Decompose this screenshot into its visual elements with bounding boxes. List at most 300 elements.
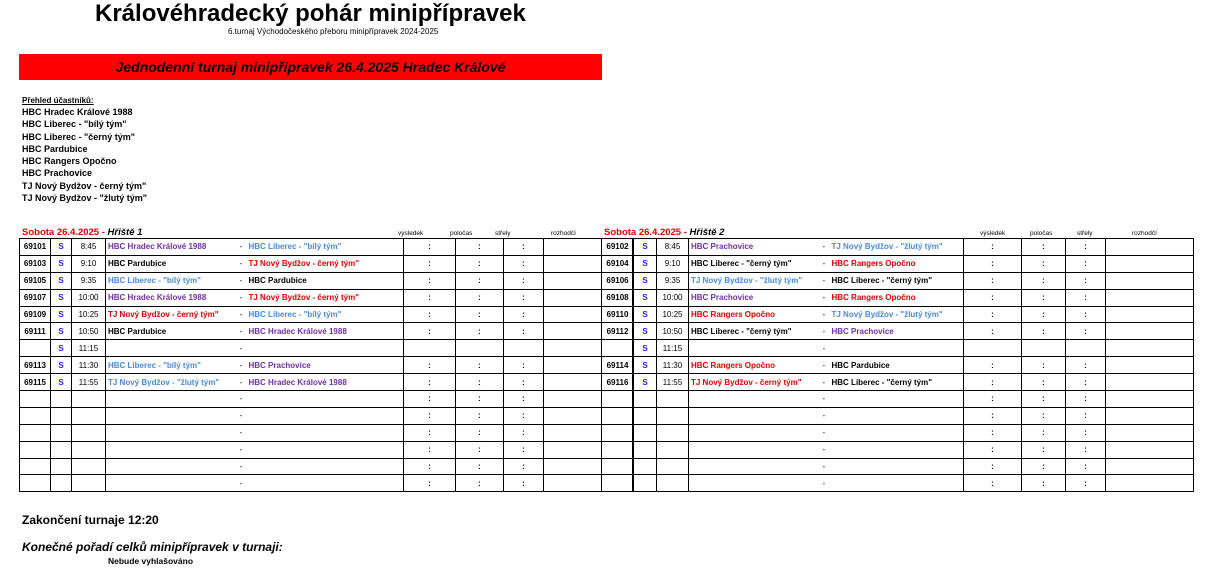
match-number — [602, 407, 634, 424]
match-number: 69102 — [602, 239, 634, 256]
halftime-cell: : — [1022, 407, 1066, 424]
home-team — [106, 391, 240, 408]
match-row — [602, 239, 1194, 256]
event-banner — [19, 54, 602, 80]
match-row — [602, 374, 1194, 391]
result-cell: : — [964, 323, 1022, 340]
match-category — [51, 441, 72, 458]
result-cell — [404, 340, 456, 357]
result-cell: : — [964, 407, 1022, 424]
vs-dash: - — [822, 411, 826, 421]
result-cell: : — [964, 424, 1022, 441]
result-cell: : — [964, 272, 1022, 289]
match-row — [20, 475, 633, 492]
match-time: 10:25 — [657, 306, 689, 323]
match-row — [602, 272, 1194, 289]
match-number: 69113 — [20, 357, 51, 374]
home-team — [106, 424, 240, 441]
shots-cell: : — [504, 306, 544, 323]
participant-item: HBC Prachovice — [22, 168, 93, 179]
field1-day: Sobota 26.4.2025 - — [22, 227, 105, 238]
match-time — [72, 475, 106, 492]
match-category: S — [634, 374, 657, 391]
match-time: 9:10 — [657, 255, 689, 272]
result-cell: : — [964, 357, 1022, 374]
halftime-cell: : — [456, 289, 504, 306]
match-number — [20, 424, 51, 441]
away-team-cell — [240, 289, 404, 306]
away-team-cell — [823, 272, 964, 289]
field1-schedule-table — [19, 238, 633, 492]
vs-dash: - — [239, 293, 243, 303]
match-category — [51, 475, 72, 492]
match-row — [20, 323, 633, 340]
match-time — [657, 458, 689, 475]
match-number — [20, 475, 51, 492]
match-row — [602, 323, 1194, 340]
match-number — [602, 340, 634, 357]
match-row — [602, 289, 1194, 306]
participant-item: HBC Hradec Králové 1988 — [22, 107, 133, 117]
shots-cell: : — [504, 323, 544, 340]
away-team-cell — [823, 323, 964, 340]
match-time: 10:00 — [657, 289, 689, 306]
match-category — [634, 391, 657, 408]
field1-col-half: poločas — [450, 230, 473, 237]
away-team-cell — [823, 239, 964, 256]
result-cell — [964, 340, 1022, 357]
match-category: S — [51, 374, 72, 391]
shots-cell — [504, 340, 544, 357]
home-team: TJ Nový Bydžov - černý tým" — [689, 374, 823, 391]
vs-dash: - — [822, 242, 826, 252]
result-cell: : — [964, 289, 1022, 306]
match-category: S — [634, 340, 657, 357]
result-cell: : — [964, 306, 1022, 323]
result-cell: : — [964, 475, 1022, 492]
result-cell: : — [964, 458, 1022, 475]
match-number: 69110 — [602, 306, 634, 323]
vs-dash: - — [822, 394, 826, 404]
match-time: 11:15 — [72, 340, 106, 357]
result-cell: : — [404, 424, 456, 441]
match-number — [602, 424, 634, 441]
away-team-cell — [240, 272, 404, 289]
match-row — [602, 391, 1194, 408]
match-row — [20, 239, 633, 256]
match-category — [634, 458, 657, 475]
final-standings-heading: Konečné pořadí celků minipřípravek v turnaji: — [22, 540, 283, 554]
match-number — [602, 391, 634, 408]
participant-item: TJ Nový Bydžov - "žlutý tým" — [22, 193, 148, 204]
result-cell: : — [404, 458, 456, 475]
match-category — [634, 475, 657, 492]
match-time: 8:45 — [72, 239, 106, 256]
result-cell: : — [404, 441, 456, 458]
shots-cell: : — [1066, 357, 1106, 374]
vs-dash: - — [239, 394, 243, 404]
home-team — [106, 407, 240, 424]
away-team-cell — [240, 441, 404, 458]
vs-dash: - — [822, 462, 826, 472]
match-category — [51, 407, 72, 424]
result-cell: : — [404, 475, 456, 492]
vs-dash: - — [822, 276, 826, 286]
referee-cell — [1106, 272, 1194, 289]
match-row — [20, 407, 633, 424]
vs-dash: - — [239, 310, 243, 319]
match-category: S — [634, 255, 657, 272]
shots-cell — [1066, 340, 1106, 357]
shots-cell: : — [1066, 407, 1106, 424]
vs-dash: - — [239, 326, 243, 336]
away-team-cell — [240, 407, 404, 424]
halftime-cell: : — [456, 407, 504, 424]
match-time — [72, 441, 106, 458]
halftime-cell: : — [456, 458, 504, 475]
match-row — [20, 272, 633, 289]
shots-cell: : — [504, 407, 544, 424]
halftime-cell: : — [1022, 272, 1066, 289]
result-cell: : — [964, 255, 1022, 272]
away-team: HBC Pardubice — [248, 276, 307, 286]
away-team-cell — [823, 458, 964, 475]
match-number — [20, 441, 51, 458]
vs-dash: - — [239, 428, 243, 438]
halftime-cell: : — [456, 441, 504, 458]
field2-col-result: výsledek — [980, 230, 1006, 237]
match-time: 9:10 — [72, 255, 106, 272]
shots-cell: : — [504, 255, 544, 272]
participant-item: TJ Nový Bydžov - černý tým" — [22, 180, 147, 191]
vs-dash: - — [822, 360, 826, 370]
result-cell: : — [404, 407, 456, 424]
home-team — [689, 340, 823, 357]
field2-schedule-table — [601, 238, 1194, 492]
match-category — [51, 424, 72, 441]
match-row — [602, 441, 1194, 458]
home-team: TJ Nový Bydžov - černý tým" — [106, 306, 240, 323]
shots-cell: : — [1066, 306, 1106, 323]
shots-cell: : — [504, 441, 544, 458]
home-team — [106, 340, 240, 357]
halftime-cell: : — [1022, 424, 1066, 441]
match-category: S — [634, 239, 657, 256]
field2-col-ref: rozhodčí — [1132, 230, 1157, 237]
shots-cell: : — [1066, 289, 1106, 306]
match-time — [72, 407, 106, 424]
match-category: S — [51, 272, 72, 289]
away-team-cell — [240, 323, 404, 340]
halftime-cell: : — [456, 475, 504, 492]
match-category: S — [51, 340, 72, 357]
halftime-cell: : — [456, 323, 504, 340]
match-time: 10:25 — [72, 306, 106, 323]
away-team-cell — [240, 239, 404, 256]
match-time: 11:55 — [72, 374, 106, 391]
away-team-cell — [240, 357, 404, 374]
match-category — [634, 441, 657, 458]
match-number: 69106 — [602, 272, 634, 289]
match-category: S — [634, 357, 657, 374]
match-number: 69105 — [20, 272, 51, 289]
shots-cell: : — [504, 424, 544, 441]
home-team: HBC Prachovice — [689, 289, 823, 306]
away-team: TJ Nový Bydžov - černý tým" — [248, 293, 359, 303]
halftime-cell: : — [1022, 239, 1066, 256]
home-team — [689, 458, 823, 475]
match-row — [20, 458, 633, 475]
participant-item: HBC Liberec - "bílý tým" — [22, 119, 127, 130]
match-number — [602, 475, 634, 492]
match-number: 69104 — [602, 255, 634, 272]
match-category: S — [634, 272, 657, 289]
vs-dash: - — [239, 276, 243, 286]
match-category: S — [51, 357, 72, 374]
away-team-cell — [823, 306, 964, 323]
shots-cell: : — [1066, 255, 1106, 272]
shots-cell: : — [504, 374, 544, 391]
away-team-cell — [823, 255, 964, 272]
halftime-cell: : — [456, 374, 504, 391]
match-row — [20, 441, 633, 458]
vs-dash: - — [822, 478, 826, 488]
away-team: HBC Rangers Opočno — [831, 293, 916, 303]
match-time — [657, 475, 689, 492]
match-category — [634, 424, 657, 441]
result-cell: : — [404, 374, 456, 391]
participant-item: HBC Liberec - "černý tým" — [22, 131, 136, 142]
referee-cell — [1106, 424, 1194, 441]
away-team-cell — [823, 289, 964, 306]
shots-cell: : — [1066, 323, 1106, 340]
home-team: TJ Nový Bydžov - "žlutý tým" — [689, 272, 823, 289]
match-time: 11:30 — [657, 357, 689, 374]
home-team — [689, 407, 823, 424]
home-team: HBC Liberec - "bílý tým" — [106, 357, 240, 374]
halftime-cell: : — [456, 424, 504, 441]
vs-dash: - — [239, 360, 243, 370]
vs-dash: - — [239, 377, 243, 387]
referee-cell — [1106, 289, 1194, 306]
vs-dash: - — [822, 343, 826, 353]
halftime-cell: : — [1022, 391, 1066, 408]
match-number: 69108 — [602, 289, 634, 306]
match-row — [20, 357, 633, 374]
match-row — [602, 340, 1194, 357]
match-row — [20, 289, 633, 306]
away-team: HBC Prachovice — [248, 360, 311, 370]
match-category: S — [51, 306, 72, 323]
field1-field: Hřiště 1 — [107, 227, 143, 238]
result-cell: : — [404, 239, 456, 256]
away-team-cell — [823, 475, 964, 492]
referee-cell — [1106, 458, 1194, 475]
match-category: S — [634, 289, 657, 306]
halftime-cell: : — [1022, 357, 1066, 374]
participants-list — [22, 106, 147, 204]
match-number — [20, 407, 51, 424]
match-number: 69114 — [602, 357, 634, 374]
vs-dash: - — [822, 377, 826, 387]
match-time — [72, 458, 106, 475]
vs-dash: - — [239, 259, 243, 269]
shots-cell: : — [504, 391, 544, 408]
result-cell: : — [964, 441, 1022, 458]
away-team: TJ Nový Bydžov - "žlutý tým" — [831, 242, 943, 252]
match-time: 9:35 — [657, 272, 689, 289]
match-category — [51, 391, 72, 408]
match-time — [657, 424, 689, 441]
match-time — [657, 391, 689, 408]
shots-cell: : — [504, 272, 544, 289]
away-team: HBC Pardubice — [831, 360, 890, 370]
halftime-cell: : — [456, 391, 504, 408]
away-team: HBC Hradec Králové 1988 — [248, 377, 347, 387]
match-category — [634, 407, 657, 424]
match-category: S — [51, 255, 72, 272]
referee-cell — [1106, 239, 1194, 256]
referee-cell — [1106, 357, 1194, 374]
away-team: TJ Nový Bydžov - "žlutý tým" — [831, 310, 943, 319]
match-number: 69103 — [20, 255, 51, 272]
match-time: 8:45 — [657, 239, 689, 256]
match-number: 69101 — [20, 239, 51, 256]
vs-dash: - — [239, 343, 243, 353]
away-team: HBC Hradec Králové 1988 — [248, 326, 347, 336]
match-category: S — [51, 239, 72, 256]
field2-col-shots: střely — [1077, 230, 1093, 237]
field2-heading — [604, 227, 724, 238]
match-time: 9:35 — [72, 272, 106, 289]
match-row — [602, 255, 1194, 272]
away-team: HBC Liberec - "bílý tým" — [248, 310, 342, 319]
match-number: 69112 — [602, 323, 634, 340]
vs-dash: - — [822, 259, 826, 269]
away-team-cell — [240, 255, 404, 272]
match-time: 11:15 — [657, 340, 689, 357]
match-row — [602, 458, 1194, 475]
away-team-cell — [240, 458, 404, 475]
referee-cell — [1106, 391, 1194, 408]
halftime-cell — [456, 340, 504, 357]
away-team: TJ Nový Bydžov - černý tým" — [248, 259, 359, 269]
halftime-cell: : — [456, 272, 504, 289]
home-team: HBC Pardubice — [106, 323, 240, 340]
halftime-cell: : — [1022, 458, 1066, 475]
field2-day: Sobota 26.4.2025 - — [604, 227, 687, 238]
home-team — [689, 391, 823, 408]
away-team-cell — [823, 357, 964, 374]
result-cell: : — [964, 374, 1022, 391]
home-team: HBC Liberec - "černý tým" — [689, 323, 823, 340]
match-row — [602, 306, 1194, 323]
shots-cell: : — [1066, 458, 1106, 475]
shots-cell: : — [504, 475, 544, 492]
vs-dash: - — [822, 445, 826, 455]
field2-field: Hřiště 2 — [689, 227, 725, 238]
shots-cell: : — [1066, 424, 1106, 441]
match-row — [20, 255, 633, 272]
match-time — [657, 441, 689, 458]
home-team — [689, 475, 823, 492]
field1-col-result: výsledek — [398, 230, 424, 237]
home-team — [689, 441, 823, 458]
match-time: 10:50 — [657, 323, 689, 340]
shots-cell: : — [1066, 475, 1106, 492]
halftime-cell — [1022, 340, 1066, 357]
match-number: 69115 — [20, 374, 51, 391]
match-time: 10:00 — [72, 289, 106, 306]
field1-heading — [22, 227, 142, 238]
match-row — [602, 357, 1194, 374]
match-number: 69109 — [20, 306, 51, 323]
match-number: 69116 — [602, 374, 634, 391]
field1-col-shots: střely — [495, 230, 511, 237]
page-subtitle: 6.turnaj Východočeského přeboru minipřípravek 2024-2025 — [228, 27, 439, 36]
participant-item: HBC Pardubice — [22, 143, 88, 154]
participants-heading: Přehled účastníků: — [22, 96, 94, 105]
match-category: S — [634, 306, 657, 323]
halftime-cell: : — [1022, 306, 1066, 323]
vs-dash: - — [239, 242, 243, 252]
event-banner-text: Jednodenní turnaj minipřípravek 26.4.2025 Hradec Králové — [115, 59, 506, 75]
match-row — [20, 374, 633, 391]
match-time — [657, 407, 689, 424]
away-team: HBC Liberec - "černý tým" — [831, 276, 933, 286]
shots-cell: : — [1066, 374, 1106, 391]
away-team-cell — [823, 407, 964, 424]
halftime-cell: : — [1022, 475, 1066, 492]
halftime-cell: : — [1022, 441, 1066, 458]
result-cell: : — [964, 391, 1022, 408]
match-category — [51, 458, 72, 475]
match-number — [20, 340, 51, 357]
match-row — [602, 475, 1194, 492]
match-number — [602, 441, 634, 458]
match-number — [20, 391, 51, 408]
match-number — [602, 458, 634, 475]
match-time — [72, 391, 106, 408]
match-time: 10:50 — [72, 323, 106, 340]
away-team-cell — [823, 374, 964, 391]
away-team: HBC Liberec - "bílý tým" — [248, 242, 342, 252]
halftime-cell: : — [456, 357, 504, 374]
result-cell: : — [404, 255, 456, 272]
shots-cell: : — [1066, 272, 1106, 289]
result-cell: : — [404, 323, 456, 340]
vs-dash: - — [822, 428, 826, 438]
shots-cell: : — [504, 289, 544, 306]
shots-cell: : — [504, 357, 544, 374]
match-time — [72, 424, 106, 441]
tournament-end: Zakončení turnaje 12:20 — [22, 513, 159, 527]
shots-cell: : — [1066, 441, 1106, 458]
result-cell: : — [964, 239, 1022, 256]
away-team: HBC Liberec - "černý tým" — [831, 377, 933, 387]
match-number: 69111 — [20, 323, 51, 340]
halftime-cell: : — [1022, 323, 1066, 340]
vs-dash: - — [239, 462, 243, 472]
home-team: HBC Rangers Opočno — [689, 306, 823, 323]
match-number — [20, 458, 51, 475]
away-team-cell — [240, 391, 404, 408]
shots-cell: : — [1066, 391, 1106, 408]
away-team-cell — [823, 441, 964, 458]
away-team-cell — [240, 306, 404, 323]
home-team: HBC Pardubice — [106, 255, 240, 272]
result-cell: : — [404, 391, 456, 408]
